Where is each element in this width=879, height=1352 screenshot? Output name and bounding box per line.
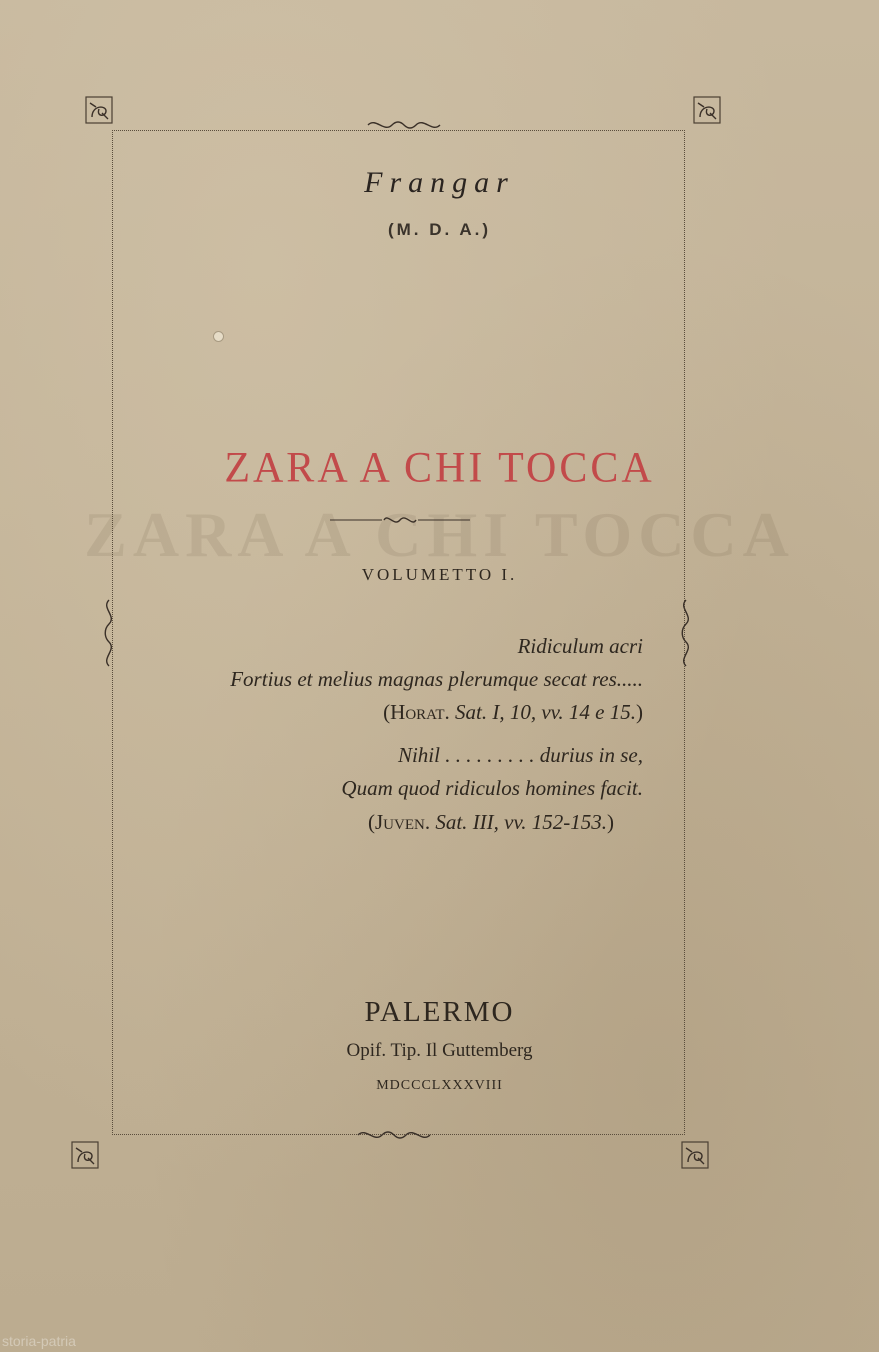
epigraph-2-line-1: Nihil . . . . . . . . . durius in se, <box>397 743 643 767</box>
imprint-city: PALERMO <box>364 996 515 1028</box>
top-flourish-icon <box>366 117 442 133</box>
right-side-flourish-icon <box>677 598 695 668</box>
imprint-printer: Opif. Tip. Il Guttemberg <box>346 1040 533 1061</box>
paper-spot <box>213 331 224 342</box>
epigraph-1-line-2: Fortius et melius magnas plerumque secat res..... <box>230 667 643 691</box>
title-divider-icon <box>330 511 470 529</box>
volume-label: VOLUMETTO I. <box>361 565 518 584</box>
corner-ornament-bottom-left-icon <box>70 1140 100 1170</box>
author-name: Frangar <box>364 166 515 199</box>
imprint-year: MDCCCLXXXVIII <box>376 1078 503 1093</box>
epigraph-1-citation: (Horat. Sat. I, 10, vv. 14 e 15.) <box>383 700 643 724</box>
dotted-border-frame <box>112 130 685 1135</box>
watermark: storia-patria <box>2 1333 76 1349</box>
epigraph-2-line-2: Quam quod ridiculos homines facit. <box>341 776 643 800</box>
corner-ornament-bottom-right-icon <box>680 1140 710 1170</box>
corner-ornament-top-left-icon <box>84 95 114 125</box>
bottom-flourish-icon <box>356 1127 432 1143</box>
left-side-flourish-icon <box>100 598 118 668</box>
author-initials: (M. D. A.) <box>387 220 492 239</box>
title-show-through: ZARA A CHI TOCCA <box>84 499 795 570</box>
epigraph-2-citation: (Juven. Sat. III, vv. 152-153.) <box>368 810 614 834</box>
book-title: ZARA A CHI TOCCA <box>224 444 655 492</box>
epigraph-1-line-1: Ridiculum acri <box>517 634 643 658</box>
corner-ornament-top-right-icon <box>692 95 722 125</box>
